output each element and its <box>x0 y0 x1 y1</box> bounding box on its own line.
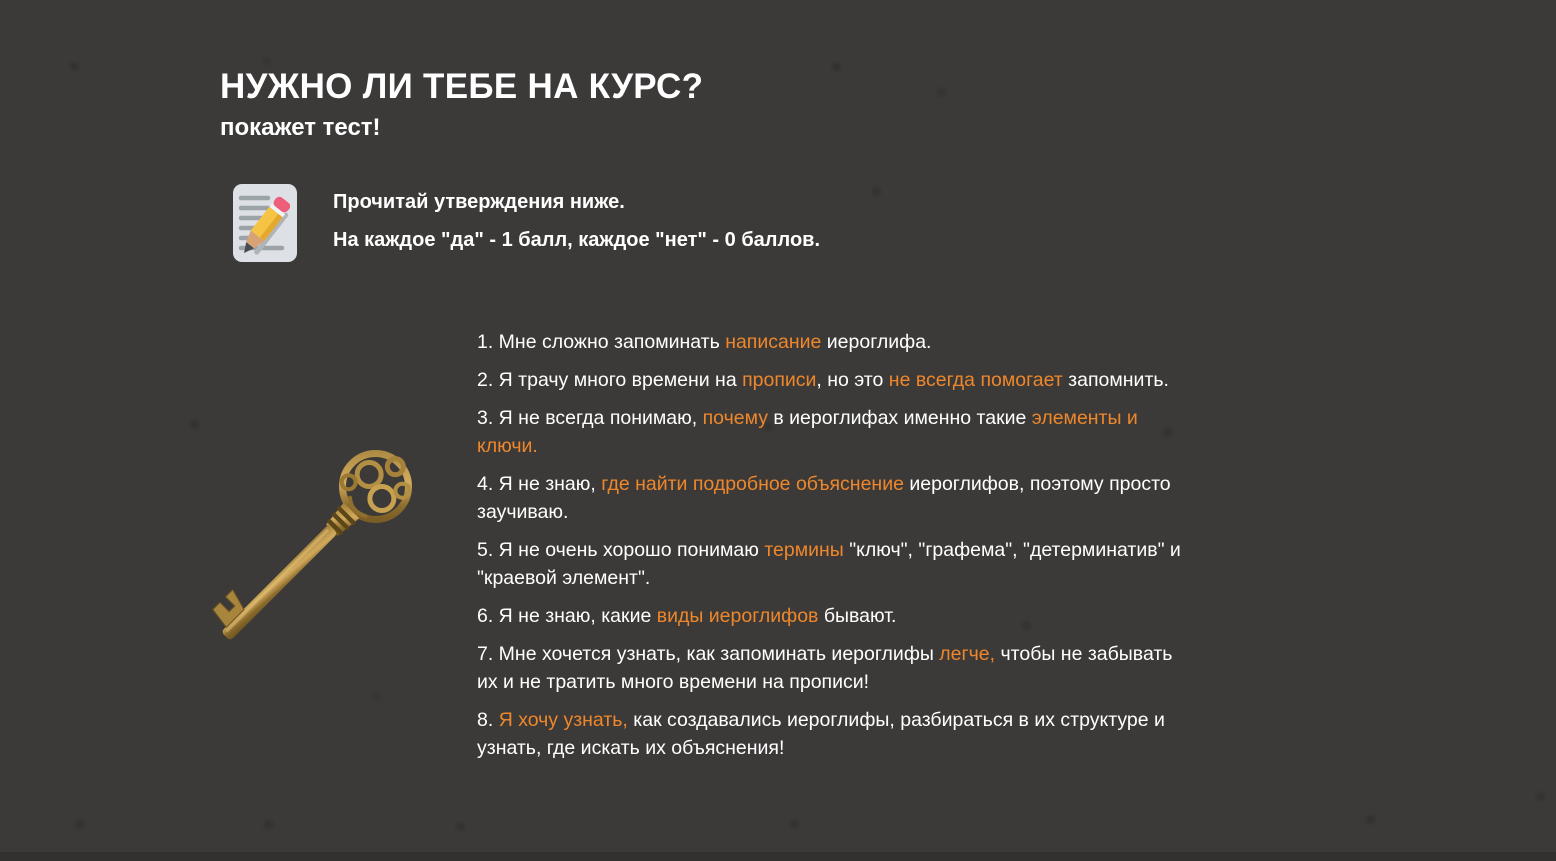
page-subtitle: покажет тест! <box>220 113 381 141</box>
statement-highlighted-text: термины <box>764 539 844 561</box>
statement-text: 8. <box>477 709 499 731</box>
statement-text: 1. Мне сложно запоминать <box>477 331 726 353</box>
instructions-line-1: Прочитай утверждения ниже. <box>333 191 625 213</box>
statement-highlighted-text: элементы и ключи. <box>477 407 1138 457</box>
instructions-line-2: На каждое "да" - 1 балл, каждое "нет" - 0 баллов. <box>333 229 821 251</box>
page-title: НУЖНО ЛИ ТЕБЕ НА КУРС? <box>220 67 704 107</box>
statement-text: 5. Я не очень хорошо понимаю <box>477 539 765 561</box>
statement-text: иероглифов, поэтому просто заучиваю. <box>477 473 1171 523</box>
statement-text: 6. Я не знаю, какие <box>477 605 657 627</box>
statement-text: 3. Я не всегда понимаю, <box>477 407 703 429</box>
statement-text: как создавались иероглифы, разбираться в их структуре и узнать, где искать их объяснения! <box>477 709 1165 759</box>
statement-highlighted-text: где найти подробное объяснение <box>601 473 904 495</box>
instructions-block <box>232 183 820 268</box>
statement-text: иероглифа. <box>821 331 932 353</box>
statement-item <box>477 640 1193 696</box>
key-shaft <box>221 524 338 641</box>
statement-text: бывают. <box>818 605 897 627</box>
statement-text: запомнить. <box>1062 369 1169 391</box>
statement-item <box>477 602 1193 630</box>
statement-text: 7. Мне хочется узнать, как запоминать иероглифы <box>477 643 940 665</box>
statement-highlighted-text: не всегда помогает <box>888 369 1063 391</box>
statement-text: "ключ", "графема", "детерминатив" и "краевой элемент". <box>477 539 1181 589</box>
statement-text: , но это <box>816 369 889 391</box>
page-bottom-edge <box>0 852 1556 861</box>
statement-item <box>477 470 1193 526</box>
statement-highlighted-text: почему <box>702 407 768 429</box>
background-speckle-texture <box>0 0 9 9</box>
statement-item <box>477 706 1193 762</box>
statement-text: 2. Я трачу много времени на <box>477 369 743 391</box>
statement-text: в иероглифах именно такие <box>767 407 1032 429</box>
statement-highlighted-text: прописи <box>742 369 817 391</box>
memo-pencil-icon <box>232 183 298 263</box>
statement-item <box>477 404 1193 460</box>
statement-highlighted-text: легче, <box>939 643 996 665</box>
statement-text: чтобы не забывать их и не тратить много времени на прописи! <box>477 643 1173 693</box>
statement-text: 4. Я не знаю, <box>477 473 602 495</box>
statements-list <box>477 328 1193 772</box>
statement-highlighted-text: написание <box>725 331 822 353</box>
statement-highlighted-text: виды иероглифов <box>656 605 819 627</box>
statement-highlighted-text: Я хочу узнать, <box>498 709 628 731</box>
statement-item <box>477 536 1193 592</box>
vintage-brass-key-image <box>212 428 452 678</box>
instructions-text <box>333 183 820 268</box>
statement-item <box>477 366 1193 394</box>
statement-item <box>477 328 1193 356</box>
